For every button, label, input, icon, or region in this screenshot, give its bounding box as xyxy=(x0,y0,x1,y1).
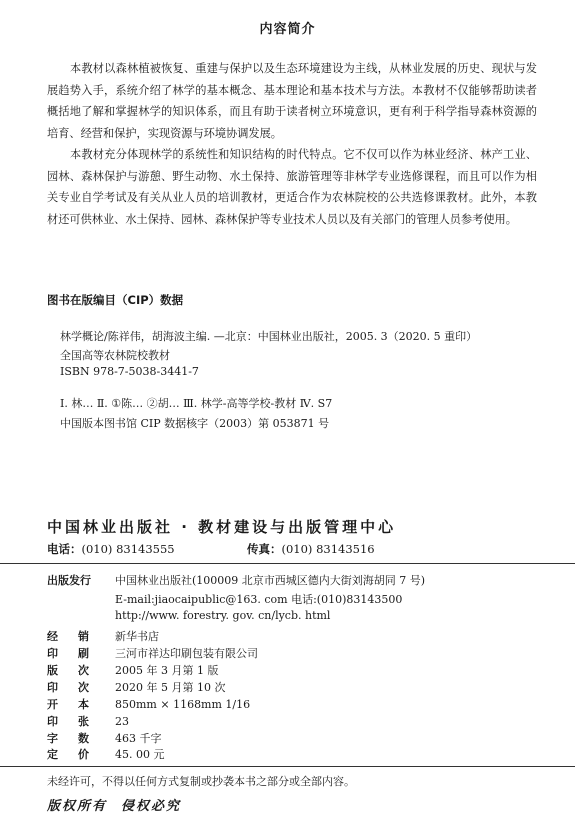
info-label: 开本 xyxy=(47,698,109,711)
cip-line-citation: 林学概论/陈祥伟，胡海波主编. —北京：中国林业出版社，2005. 3（2020. 5 重印） xyxy=(60,330,478,343)
info-edition-row xyxy=(47,662,218,678)
info-value: 三河市祥达印刷包装有限公司 xyxy=(115,647,258,660)
rights-reserved: 版权所有 xyxy=(47,799,108,814)
info-value: 463 千字 xyxy=(115,732,162,745)
fax-value: (010) 83143516 xyxy=(281,542,375,556)
info-value: 2005 年 3 月第 1 版 xyxy=(115,664,219,677)
info-label: 字数 xyxy=(47,732,109,745)
cip-line-series: 全国高等农林院校教材 xyxy=(60,349,170,362)
info-email: E-mail:jiaocaipublic@163. com 电话:(010)83143500 xyxy=(115,593,403,606)
info-label: 定价 xyxy=(47,748,109,761)
cip-line-record-number: 中国版本图书馆 CIP 数据核字（2003）第 053871 号 xyxy=(60,417,330,430)
info-url-row xyxy=(47,609,330,622)
tel-value: (010) 83143555 xyxy=(81,542,175,556)
cip-line-isbn: ISBN 978-7-5038-3441-7 xyxy=(60,365,199,378)
info-price-row xyxy=(47,746,164,762)
page-title: 内容简介 xyxy=(259,22,316,37)
fax-block xyxy=(247,541,375,557)
info-label: 印次 xyxy=(47,681,109,694)
info-label: 版次 xyxy=(47,664,109,677)
divider-bottom xyxy=(0,766,575,767)
info-impression-row xyxy=(47,679,225,695)
info-words-row xyxy=(47,730,162,746)
info-url: http://www. forestry. gov. cn/lycb. html xyxy=(115,609,331,622)
cip-line-classification: Ⅰ. 林… Ⅱ. ①陈… ②胡… Ⅲ. 林学-高等学校-教材 Ⅳ. S7 xyxy=(60,397,333,410)
info-sheets-row xyxy=(47,713,129,729)
info-value: 45. 00 元 xyxy=(115,748,165,761)
rights-statement xyxy=(47,795,181,814)
cip-heading: 图书在版编目（CIP）数据 xyxy=(47,293,184,307)
info-value: 23 xyxy=(115,715,129,728)
intro-paragraph-1: 本教材以森林植被恢复、重建与保护以及生态环境建设为主线，从林业发展的历史、现状与发展趋势入手，系统介绍了林学的基本概念、基本理论和基本技术与方法。本教材不仅能够帮助读者概括地了解和掌握林学的知识体系，而且有助于读者树立环境意识，更有利于科学指导森林资源的培育、经营和保护，实现资源与环境协调发展。 xyxy=(47,62,537,140)
contact-row xyxy=(47,541,375,557)
info-distributor-row xyxy=(47,628,159,644)
info-value: 850mm × 1168mm 1/16 xyxy=(115,698,251,711)
fax-label: 传真： xyxy=(247,542,282,556)
divider-top xyxy=(0,563,575,564)
info-publisher-row xyxy=(47,572,425,588)
infringement-notice: 侵权必究 xyxy=(121,799,182,814)
info-value: 2020 年 5 月第 10 次 xyxy=(115,681,226,694)
info-label: 印张 xyxy=(47,715,109,728)
copyright-notice: 未经许可，不得以任何方式复制或抄袭本书之部分或全部内容。 xyxy=(47,775,355,788)
publisher-banner: 中国林业出版社 · 教材建设与出版管理中心 xyxy=(47,518,397,536)
info-value: 新华书店 xyxy=(115,630,159,643)
info-value: 中国林业出版社(100009 北京市西城区德内大街刘海胡同 7 号) xyxy=(115,574,426,587)
info-label: 印刷 xyxy=(47,647,109,660)
info-label: 出版发行 xyxy=(47,574,91,587)
intro-paragraph-2: 本教材充分体现林学的系统性和知识结构的时代特点。它不仅可以作为林业经济、林产工业、园林、森林保护与游憩、野生动物、水土保持、旅游管理等非林学专业选修课程，而且可以作为相关专业自学考试及有关从业人员的培训教材，更适合作为农林院校的公共选修课教材。此外，本教材还可供林业、水土保持、园林、森林保护等专业技术人员以及有关部门的管理人员参考使用。 xyxy=(47,148,537,226)
info-printer-row xyxy=(47,645,258,661)
info-format-row xyxy=(47,696,250,712)
info-email-row xyxy=(47,591,402,607)
tel-label: 电话： xyxy=(47,542,82,556)
info-label: 经销 xyxy=(47,630,109,643)
